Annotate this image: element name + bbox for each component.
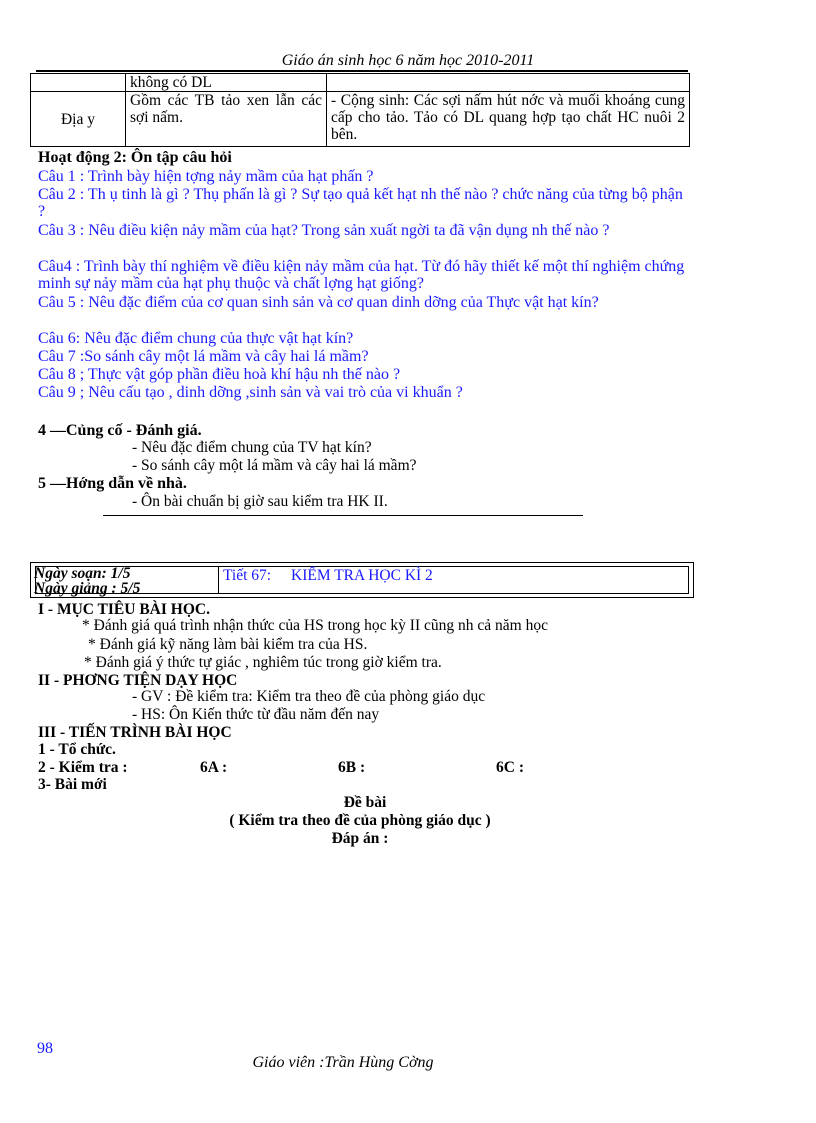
objective-item-1: * Đánh giá quá trình nhận thức của HS trong học kỳ II cũng nh cả năm học: [82, 617, 548, 634]
footer-teacher: Giáo viên :Trần Hùng Cờng: [252, 1054, 434, 1071]
objective-item-3: * Đánh giá ý thức tự giác , nghiêm túc trong giờ kiểm tra.: [84, 654, 442, 671]
activity-2-title: Hoạt động 2: Ôn tập câu hỏi: [38, 149, 232, 166]
lesson-period-label: Tiết 67:: [223, 567, 272, 584]
lesson-header-box: [30, 562, 694, 598]
table-cell-structure: Gồm các TB tảo xen lẫn các sợi nấm.: [126, 92, 327, 147]
date-prepared: Ngày soạn: 1/5: [34, 565, 131, 582]
question-3: Câu 3 : Nêu điều kiện nảy mầm của hạt? Trong sản xuất ngời ta đã vận dụng nh thế nào ?: [38, 222, 610, 239]
section-end-rule: [103, 515, 583, 516]
process-title: III - TIẾN TRÌNH BÀI HỌC: [38, 724, 232, 741]
question-7: Câu 7 :So sánh cây một lá mầm và cây hai lá mầm?: [38, 348, 369, 365]
table-row: [31, 74, 690, 92]
class-6c: 6C :: [496, 759, 524, 776]
table-row: [31, 92, 690, 147]
class-6b: 6B :: [338, 759, 366, 776]
question-4: Câu4 : Trình bày thí nghiệm về điều kiện nảy mầm của hạt. Từ đó hãy thiết kế một thí nghiệm chứng minh sự nảy mầm của hạt phụ thuộc và chất lợng hạt giống?: [38, 258, 685, 292]
header-rule: [36, 70, 688, 72]
page-number: 98: [37, 1040, 53, 1057]
question-8: Câu 8 ; Thực vật góp phần điều hoà khí hậu nh thế nào ?: [38, 366, 401, 383]
means-item-hs: - HS: Ôn Kiến thức từ đầu năm đến nay: [132, 706, 380, 723]
section-4-item-2: - So sánh cây một lá mầm và cây hai lá mầm?: [132, 457, 417, 474]
exam-note: ( Kiểm tra theo đề của phòng giáo dục ): [229, 812, 491, 829]
objectives-title: I - MỤC TIÊU BÀI HỌC.: [38, 601, 210, 618]
lesson-header-divider: [218, 567, 219, 593]
question-2: Câu 2 : Th ụ tinh là gì ? Thụ phấn là gì ? Sự tạo quả kết hạt nh thế nào ? chức năng của từng bộ phận ?: [38, 186, 683, 220]
process-check-label: 2 - Kiểm tra :: [38, 759, 128, 776]
date-taught: Ngày giảng : 5/5: [34, 580, 141, 597]
section-4-item-1: - Nêu đặc điểm chung của TV hạt kín?: [132, 439, 372, 456]
question-1: Câu 1 : Trình bày hiện tợng nảy mầm của hạt phấn ?: [38, 168, 374, 185]
question-6: Câu 6: Nêu đặc điểm chung của thực vật hạt kín?: [38, 330, 354, 347]
process-organization: 1 - Tổ chức.: [38, 741, 116, 758]
exam-answer: Đáp án :: [331, 830, 389, 847]
page-header-title: Giáo án sinh học 6 năm học 2010-2011: [281, 52, 535, 69]
question-5: Câu 5 : Nêu đặc điểm của cơ quan sinh sản và cơ quan dinh dỡng của Thực vật hạt kín?: [38, 294, 599, 311]
comparison-table: [30, 73, 690, 147]
table-cell-name: Địa y: [31, 92, 126, 147]
exam-title: Đề bài: [343, 794, 387, 811]
table-cell-empty: [31, 74, 126, 92]
question-9: Câu 9 ; Nêu cấu tạo , dinh dỡng ,sinh sản và vai trò của vi khuẩn ?: [38, 384, 463, 401]
means-title: II - PHƠNG TIỆN DẠY HỌC: [38, 672, 238, 689]
table-cell-empty: [327, 74, 690, 92]
table-cell-feature: - Cộng sinh: Các sợi nấm hút nớc và muối khoáng cung cấp cho tảo. Tảo có DL quang hợp tạo chất HC nuôi 2 bên.: [327, 92, 690, 147]
class-6a: 6A :: [200, 759, 228, 776]
process-new-lesson: 3- Bài mới: [38, 776, 107, 793]
lesson-period-title: KIỂM TRA HỌC KÌ 2: [291, 567, 433, 584]
section-5-title: 5 —Hớng dẫn về nhà.: [38, 475, 187, 492]
section-5-item-1: - Ôn bài chuẩn bị giờ sau kiểm tra HK II.: [132, 493, 388, 510]
table-cell-continuation: không có DL: [126, 74, 327, 92]
section-4-title: 4 —Củng cố - Đánh giá.: [38, 422, 202, 439]
means-item-gv: - GV : Đề kiểm tra: Kiểm tra theo đề của phòng giáo dục: [132, 688, 486, 705]
objective-item-2: * Đánh giá kỹ năng làm bài kiểm tra của HS.: [88, 636, 368, 653]
